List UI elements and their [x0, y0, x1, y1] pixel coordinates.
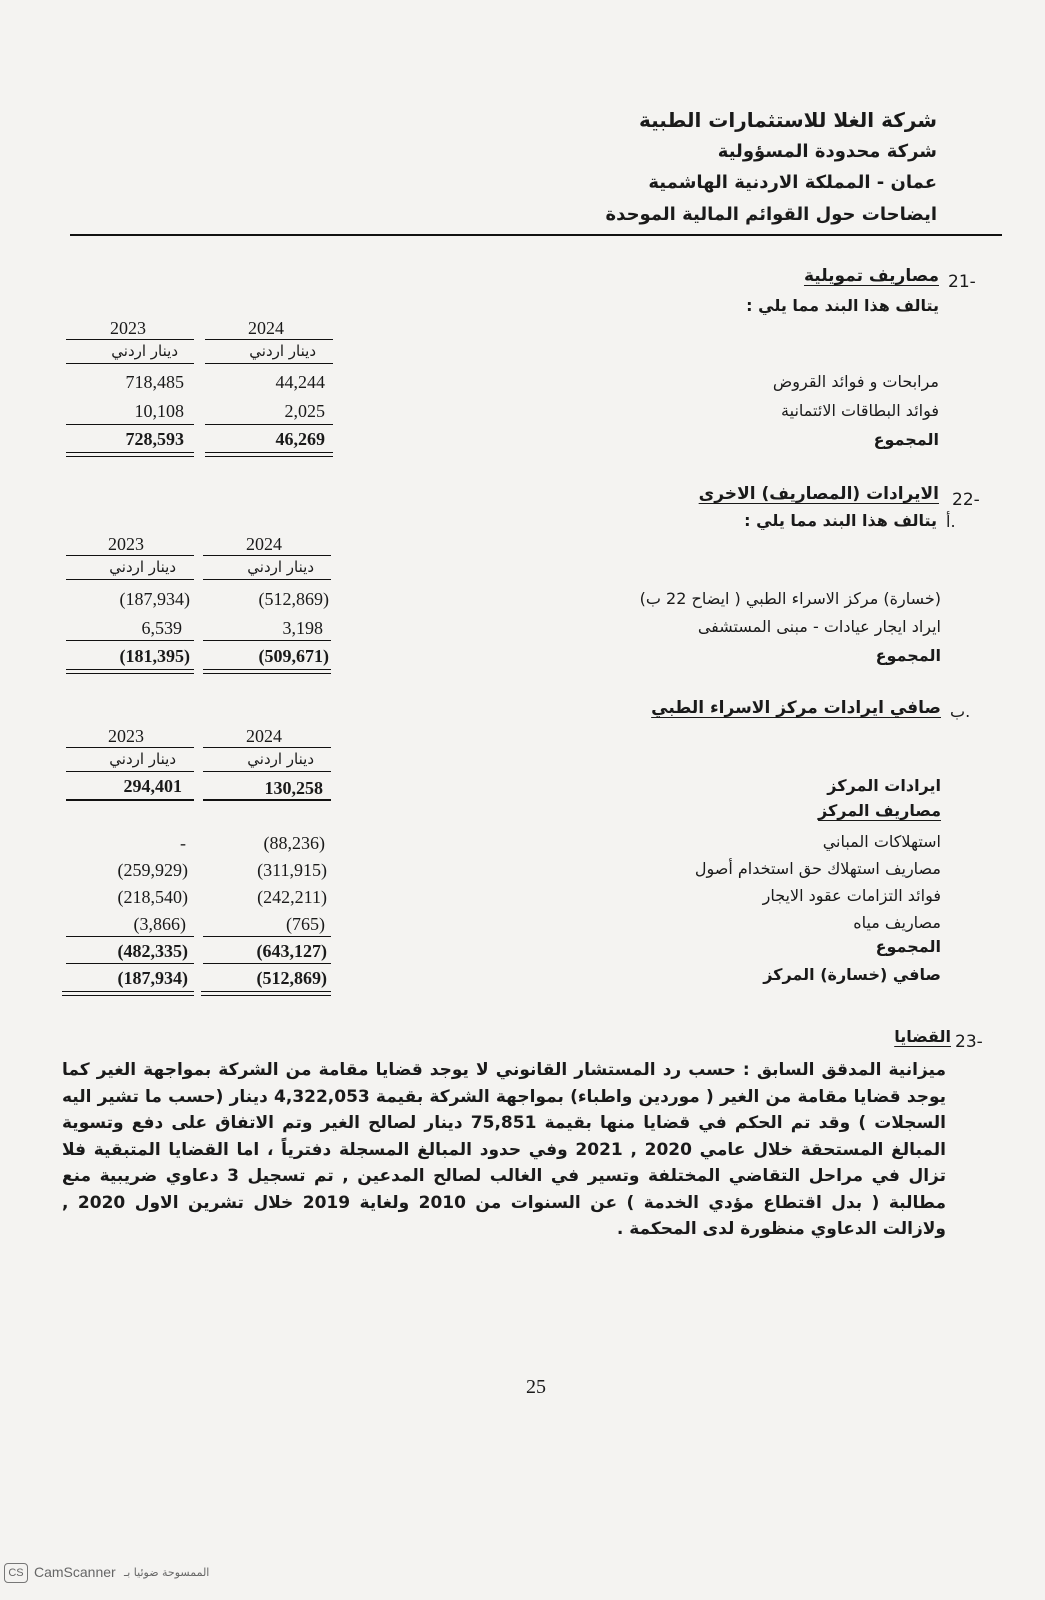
s21-year-2024: 2024 — [248, 318, 284, 338]
company-name: شركة الغلا للاستثمارات الطبية — [639, 108, 937, 132]
s22b-expense-2024: (242,211) — [257, 887, 327, 907]
s21-currency-rule-2023 — [66, 363, 194, 364]
document-subtitle: ايضاحات حول القوائم المالية الموحدة — [605, 204, 937, 225]
s22a-total-2024: (509,671) — [258, 646, 329, 666]
s21-total-double-rule-2023 — [66, 452, 194, 457]
s22b-net-2024: (512,869) — [256, 968, 327, 988]
s22b-currency-rule-2024 — [203, 771, 331, 772]
s21-row-2023: 718,485 — [125, 372, 184, 392]
s22b-revenue-rule-2023 — [66, 799, 194, 801]
company-type: شركة محدودة المسؤولية — [717, 141, 937, 162]
section-21-intro: يتالف هذا البند مما يلي : — [746, 296, 939, 315]
section-22-a-letter: أ. — [946, 512, 956, 531]
camscanner-logo: CS — [4, 1563, 28, 1583]
s22b-expense-label: مصاريف استهلاك حق استخدام أصول — [694, 859, 941, 878]
s22a-total-2023: (181,395) — [119, 646, 190, 666]
s22b-year-2024: 2024 — [246, 726, 282, 746]
s22a-year-rule-2024 — [203, 555, 331, 556]
s22b-exp-total-2024: (643,127) — [256, 941, 327, 961]
page-number: 25 — [526, 1376, 546, 1398]
s22b-expense-2023: (218,540) — [117, 887, 188, 907]
section-21-title: مصاريف تمويلية — [803, 266, 939, 286]
s22a-subtotal-rule-2024 — [203, 640, 331, 641]
section-22-title: الايرادات (المصاريف) الاخرى — [698, 484, 939, 504]
s22b-currency-rule-2023 — [66, 771, 194, 772]
s22b-currency-2023: دينار اردني — [109, 750, 176, 768]
s22a-subtotal-rule-2023 — [66, 640, 194, 641]
s21-subtotal-rule-2023 — [66, 424, 194, 425]
s22b-currency-2024: دينار اردني — [247, 750, 314, 768]
s22b-expense-label: استهلاكات المباني — [822, 832, 941, 851]
s22b-exp-total-label: المجموع — [875, 937, 941, 956]
section-22-a-intro: يتالف هذا البند مما يلي : — [744, 511, 937, 530]
s22a-year-rule-2023 — [66, 555, 194, 556]
s22b-expense-rule-2023 — [66, 936, 194, 937]
s22b-expense-label: فوائد التزامات عقود الايجار — [762, 886, 941, 905]
s22b-exp-total-rule-2024 — [203, 963, 331, 964]
s22a-currency-2023: دينار اردني — [109, 558, 176, 576]
header-divider — [70, 234, 1002, 236]
s21-row-2024: 44,244 — [275, 372, 325, 392]
s22a-year-2023: 2023 — [108, 534, 144, 554]
s22b-expenses-title: مصاريف المركز — [818, 801, 941, 820]
s22a-row-2024: (512,869) — [258, 589, 329, 609]
s22a-year-2024: 2024 — [246, 534, 282, 554]
s22b-exp-total-2023: (482,335) — [117, 941, 188, 961]
s22b-revenue-rule-2024 — [203, 799, 331, 801]
s21-row-2024: 2,025 — [284, 401, 325, 421]
s22a-row-label: ايراد ايجار عيادات - مبنى المستشفى — [697, 617, 941, 636]
section-22-b-letter: ب. — [950, 702, 971, 721]
s22b-exp-total-rule-2023 — [66, 963, 194, 964]
s21-year-rule-2024 — [205, 339, 333, 340]
s22a-row-2024: 3,198 — [282, 618, 323, 638]
s22b-expense-2024: (765) — [286, 914, 325, 934]
s22a-total-double-rule-2023 — [66, 669, 194, 674]
s22b-net-2023: (187,934) — [117, 968, 188, 988]
s22a-row-label: (خسارة) مركز الاسراء الطبي ( ايضاح 22 ب) — [639, 589, 941, 608]
section-22-number: 22- — [952, 490, 980, 510]
s22b-expense-label: مصاريف مياه — [853, 913, 941, 932]
s22a-currency-rule-2023 — [66, 579, 194, 580]
s22b-net-double-rule-2024 — [201, 991, 331, 996]
s22a-row-2023: (187,934) — [119, 589, 190, 609]
s22b-revenue-2023: 294,401 — [123, 776, 182, 796]
s21-currency-2024: دينار اردني — [249, 342, 316, 360]
s21-year-2023: 2023 — [110, 318, 146, 338]
s22b-year-rule-2023 — [66, 747, 194, 748]
section-23-number: 23- — [955, 1032, 983, 1052]
s22b-revenue-2024: 130,258 — [264, 778, 323, 798]
section-22-b-title: صافي ايرادات مركز الاسراء الطبي — [651, 698, 941, 718]
s22b-expense-2023: - — [180, 833, 186, 853]
section-21-number: 21- — [948, 272, 976, 292]
section-23-paragraph: ميزانية المدقق السابق : حسب رد المستشار القانوني لا يوجد قضايا مقامة من الشركة بمواجهة الغير كما يوجد قضايا مقامة من الغير ( موردين واطباء) بمواجهة الشركة بقيمة 4,322,053 دينار (حسب ما تشير اليه السجلات ) وقد تم الحكم في قضايا منها بقيمة 75,851 دينار لصالح الغير وتم الاتفاق على دفع وتسوية المبالغ المستحقة خلال عامي 2020 , 2021 وفي حدود المبالغ المسجلة دفترياً ، اما القضايا المتبقية فلا تزال في مراحل التقاضي المختلفة وتسير في الغالب لصالح المدعين , تم تسجيل 3 دعاوي ضريبية منع مطالبة ( بدل اقتطاع مؤدي الخدمة ) عن السنوات من 2010 ولغاية 2019 خلال تشرين الاول 2020 , ولازالت الدعاوي منظورة لدى المحكمة . — [62, 1060, 947, 1239]
s22b-expense-2023: (3,866) — [133, 914, 186, 934]
s21-total-double-rule-2024 — [205, 452, 333, 457]
s22b-year-rule-2024 — [203, 747, 331, 748]
s21-subtotal-rule-2024 — [205, 424, 333, 425]
s21-year-rule-2023 — [66, 339, 194, 340]
s22a-currency-rule-2024 — [203, 579, 331, 580]
s21-row-label: فوائد البطاقات الائتمانية — [781, 401, 939, 420]
s22b-net-label: صافي (خسارة) المركز — [763, 965, 941, 984]
s21-row-label: مرابحات و فوائد القروض — [772, 372, 939, 391]
s22b-expense-rule-2024 — [203, 936, 331, 937]
s21-currency-2023: دينار اردني — [111, 342, 178, 360]
s22b-year-2023: 2023 — [108, 726, 144, 746]
s21-currency-rule-2024 — [205, 363, 333, 364]
s21-row-2023: 10,108 — [134, 401, 184, 421]
s22b-expense-2023: (259,929) — [117, 860, 188, 880]
s21-total-2024: 46,269 — [275, 429, 325, 449]
s21-total-label: المجموع — [873, 430, 939, 449]
s22b-net-double-rule-2023 — [62, 991, 194, 996]
s22a-total-label: المجموع — [875, 646, 941, 665]
camscanner-brand: CamScanner — [34, 1564, 116, 1580]
camscanner-caption: الممسوحة ضوئيا بـ — [124, 1566, 210, 1579]
s21-total-2023: 728,593 — [125, 429, 184, 449]
section-23-title: القضايا — [894, 1027, 951, 1046]
s22b-expense-2024: (311,915) — [257, 860, 327, 880]
s22b-revenue-label: ايرادات المركز — [827, 776, 941, 795]
s22a-total-double-rule-2024 — [203, 669, 331, 674]
s22a-currency-2024: دينار اردني — [247, 558, 314, 576]
s22b-expense-2024: (88,236) — [263, 833, 325, 853]
s22a-row-2023: 6,539 — [141, 618, 182, 638]
company-location: عمان - المملكة الاردنية الهاشمية — [648, 172, 937, 193]
